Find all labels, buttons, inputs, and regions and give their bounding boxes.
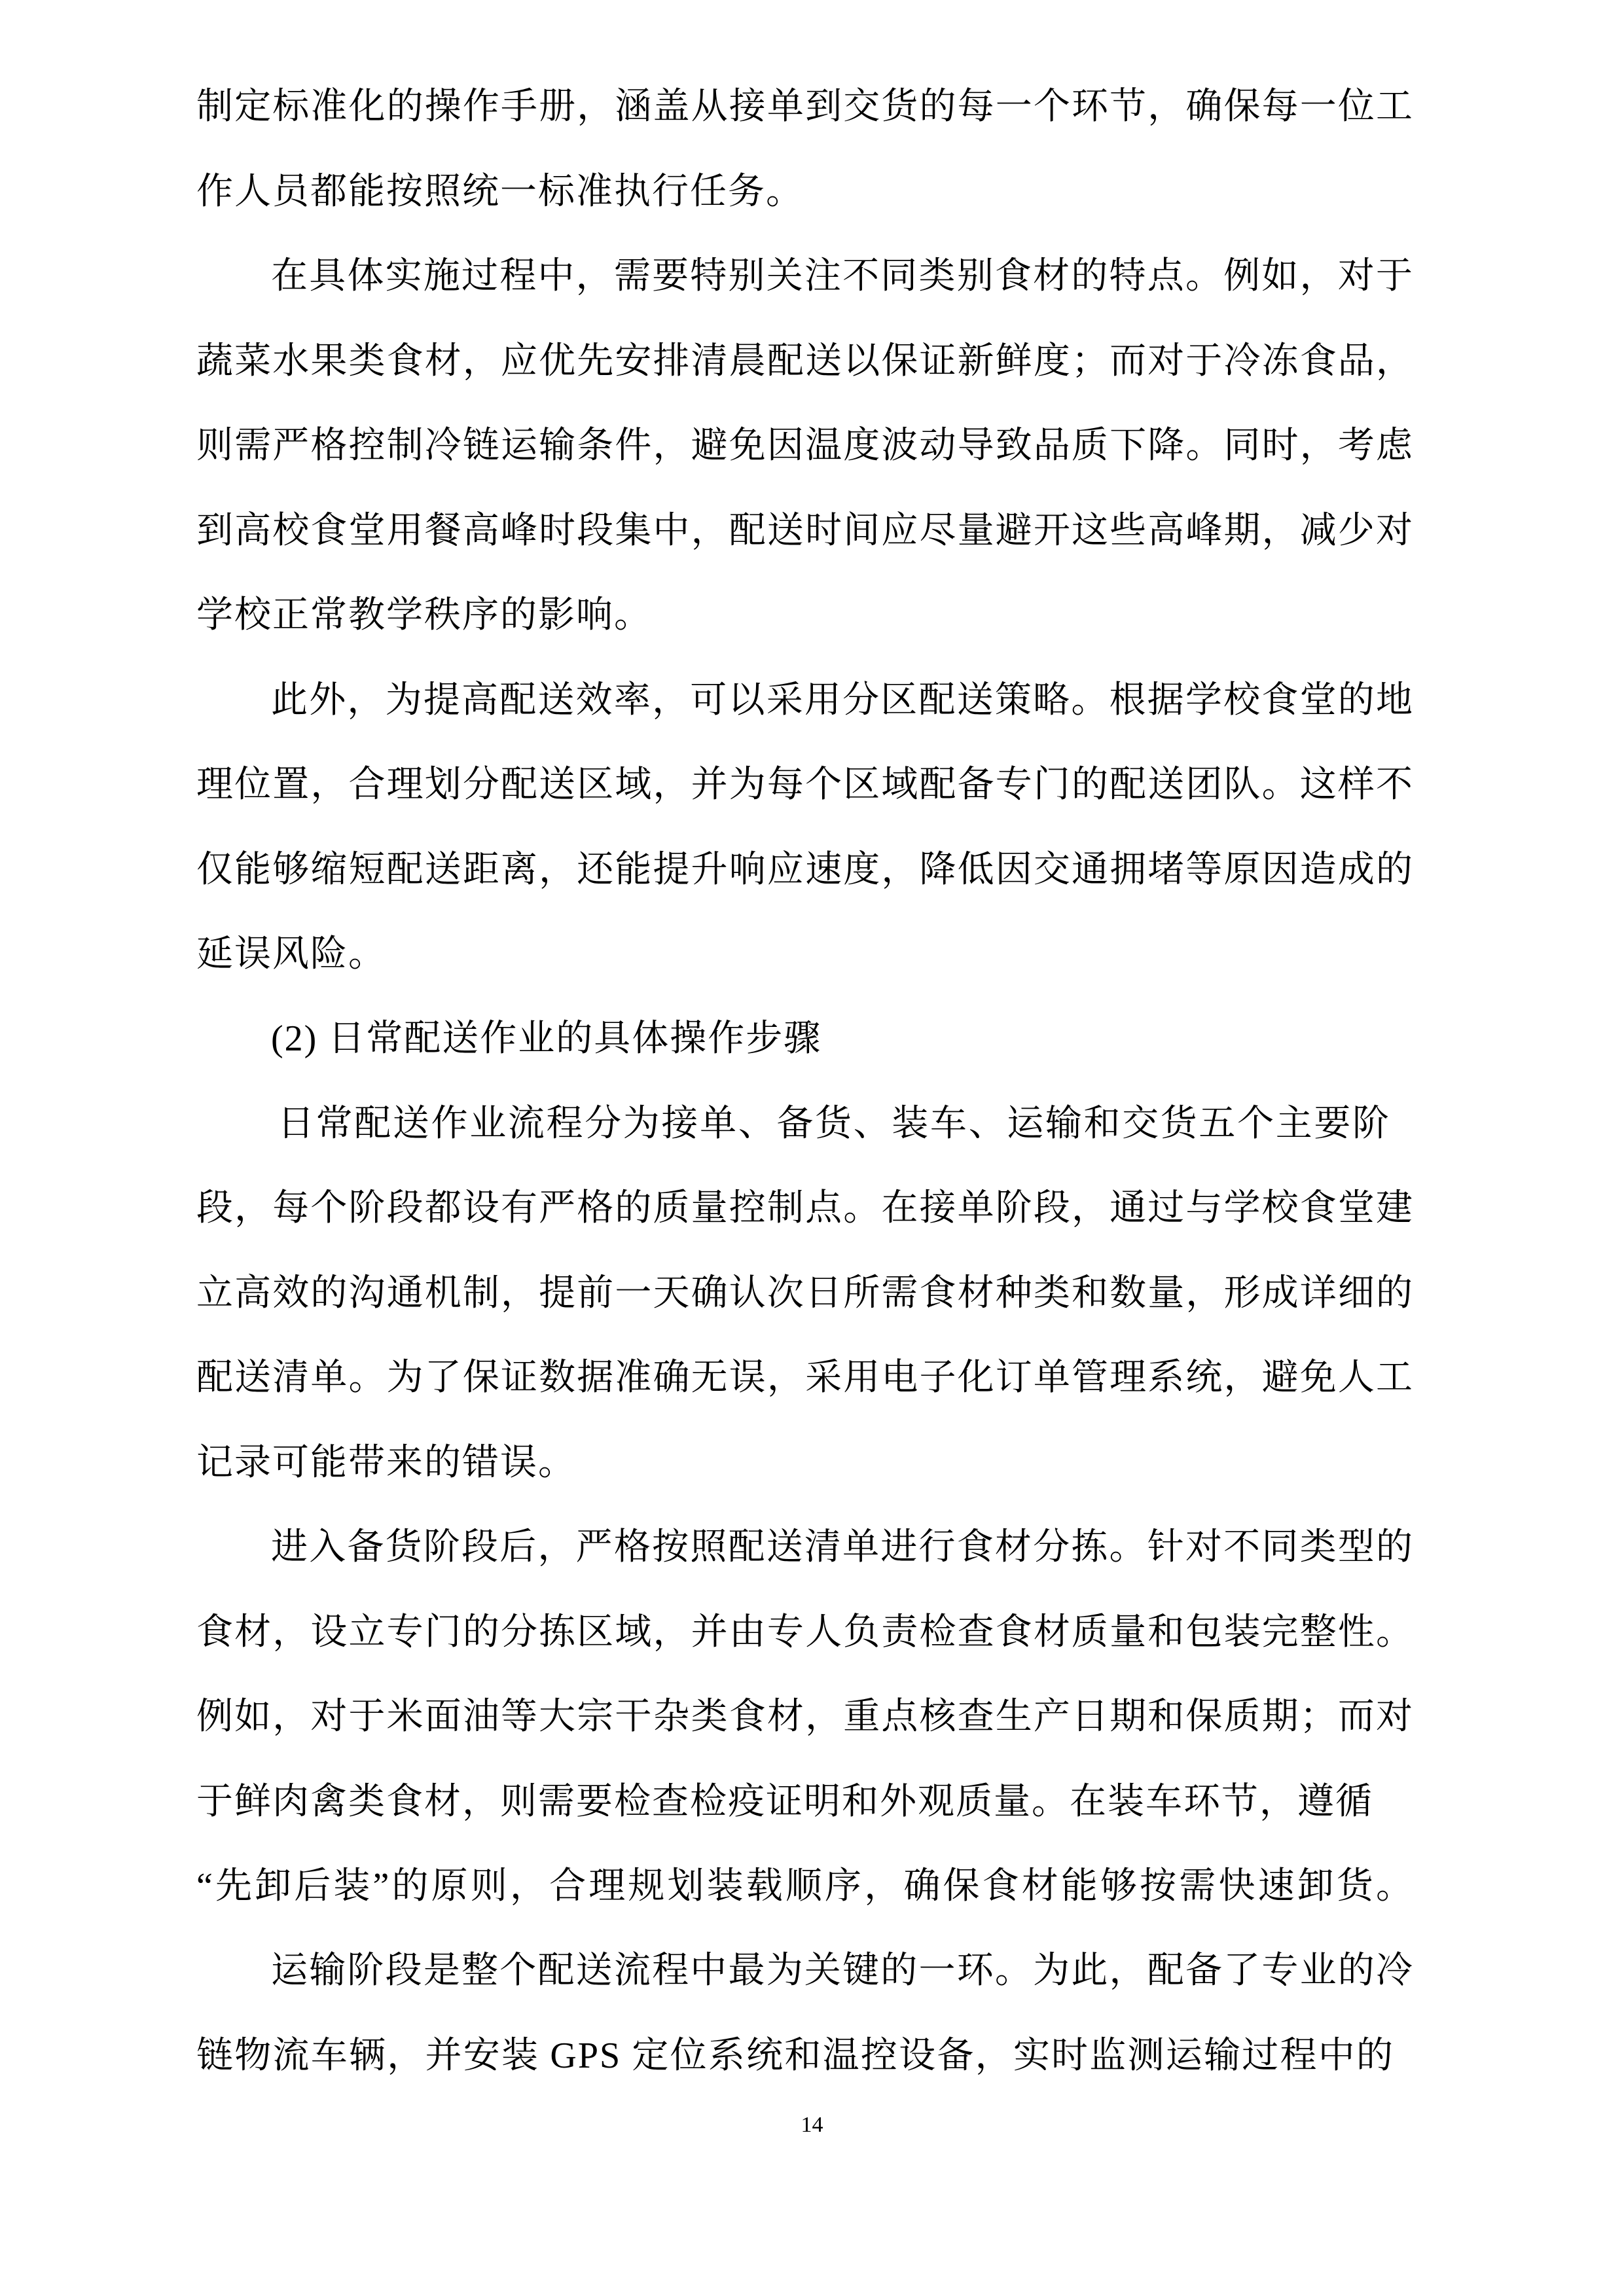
text-line: 作人员都能按照统一标准执行任务。 xyxy=(196,171,804,212)
text-line: 于鲜肉禽类食材，则需要检查检疫证明和外观质量。在装车环节，遵循 xyxy=(196,1782,1373,1822)
section-heading: (2) 日常配送作业的具体操作步骤 xyxy=(271,1018,822,1059)
text-line: 仅能够缩短配送距离，还能提升响应速度，降低因交通拥堵等原因造成的 xyxy=(196,850,1414,890)
text-line: 段，每个阶段都设有严格的质量控制点。在接单阶段，通过与学校食堂建 xyxy=(196,1188,1414,1229)
text-line: 理位置，合理划分配送区域，并为每个区域配备专门的配送团队。这样不 xyxy=(196,764,1414,805)
text-line: 例如，对于米面油等大宗干杂类食材，重点核查生产日期和保质期；而对 xyxy=(196,1696,1414,1737)
text-line: 制定标准化的操作手册，涵盖从接单到交货的每一个环节，确保每一位工 xyxy=(196,86,1414,127)
text-line: 学校正常教学秩序的影响。 xyxy=(196,595,652,636)
text-line: “先卸后装”的原则，合理规划装载顺序，确保食材能够按需快速卸货。 xyxy=(196,1866,1414,1907)
text-line: 到高校食堂用餐高峰时段集中，配送时间应尽量避开这些高峰期，减少对 xyxy=(196,511,1414,551)
text-line: 立高效的沟通机制，提前一天确认次日所需食材种类和数量，形成详细的 xyxy=(196,1273,1414,1314)
text-line: 链物流车辆，并安装 GPS 定位系统和温控设备，实时监测运输过程中的 xyxy=(196,2036,1394,2076)
text-line: 蔬菜水果类食材，应优先安排清晨配送以保证新鲜度；而对于冷冻食品， xyxy=(196,341,1414,382)
paragraph-first-line: 进入备货阶段后，严格按照配送清单进行食材分拣。针对不同类型的 xyxy=(271,1527,1414,1568)
text-line: 则需严格控制冷链运输条件，避免因温度波动导致品质下降。同时，考虑 xyxy=(196,425,1414,466)
paragraph-first-line: 在具体实施过程中，需要特别关注不同类别食材的特点。例如，对于 xyxy=(271,256,1414,296)
text-line: 记录可能带来的错误。 xyxy=(196,1443,576,1483)
paragraph-first-line: 日常配送作业流程分为接单、备货、装车、运输和交货五个主要阶 xyxy=(278,1103,1390,1144)
paragraph-first-line: 运输阶段是整个配送流程中最为关键的一环。为此，配备了专业的冷 xyxy=(271,1950,1414,1991)
page-number: 14 xyxy=(801,2113,823,2137)
text-line: 延误风险。 xyxy=(196,934,386,975)
text-line: 配送清单。为了保证数据准确无误，采用电子化订单管理系统，避免人工 xyxy=(196,1357,1414,1398)
text-line: 食材，设立专门的分拣区域，并由专人负责检查食材质量和包装完整性。 xyxy=(196,1612,1414,1653)
paragraph-first-line: 此外，为提高配送效率，可以采用分区配送策略。根据学校食堂的地 xyxy=(271,680,1414,721)
